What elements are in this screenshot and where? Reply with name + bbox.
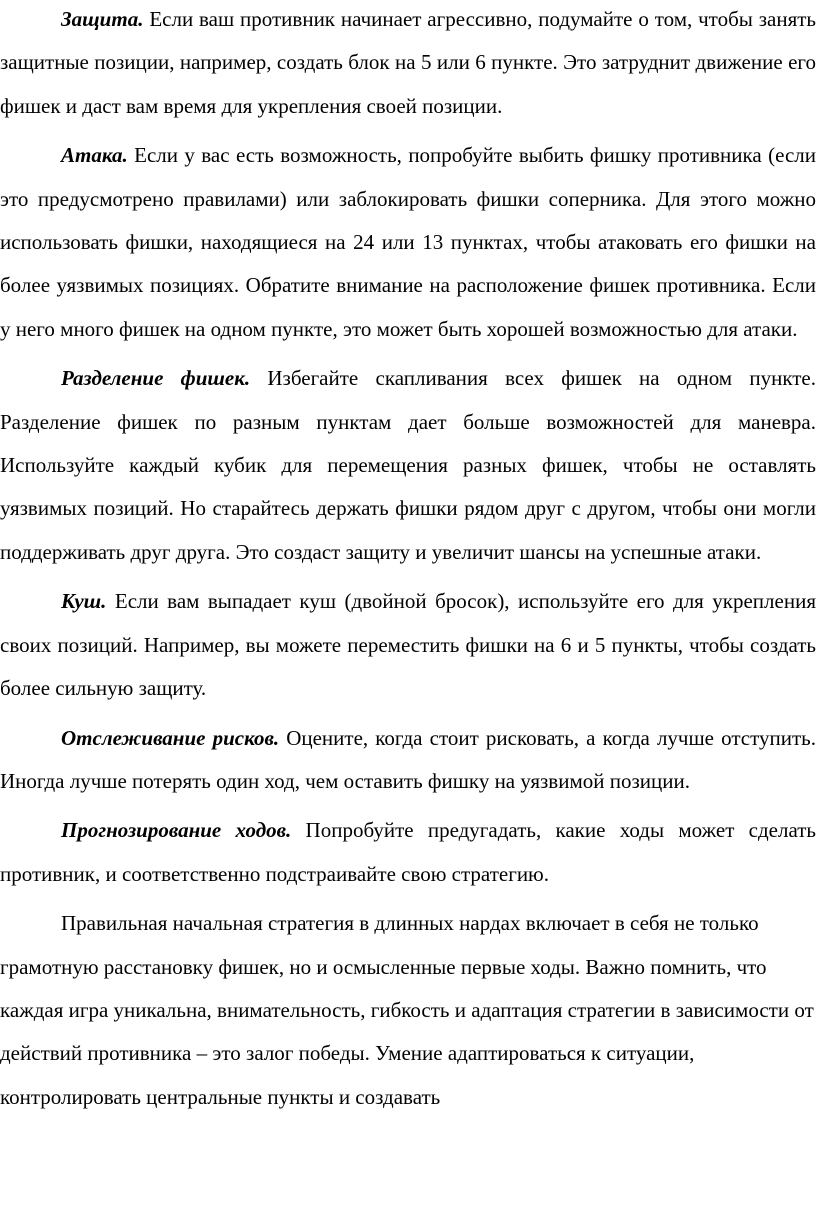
paragraph-doubles	[0, 580, 816, 710]
paragraph-defense	[0, 0, 816, 128]
paragraph-term: Куш.	[61, 589, 107, 614]
paragraph-text: Оцените, когда стоит рисковать, а когда лучше отступить. Иногда лучше потерять один ход, чем оставить фишку на уязвимой позиции.	[0, 725, 816, 793]
paragraph-risk-tracking	[0, 717, 816, 804]
paragraph-term: Разделение фишек.	[61, 366, 251, 391]
paragraph-term: Отслеживание рисков.	[61, 725, 280, 750]
paragraph-move-prediction	[0, 809, 816, 896]
paragraph-spread-checkers	[0, 357, 816, 574]
paragraph-conclusion: Правильная начальная стратегия в длинных нардах включает в себя не только грамотную расстановку фишек, но и осмысленные первые ходы. Важно помнить, что каждая игра уникальна, внимательность, гибкость и адаптация стратегии в зависимости от действий противника – это залог победы. Умение адаптироваться к ситуации, контролировать центральные пункты и создавать	[0, 911, 814, 1109]
paragraph-text: Если вам выпадает куш (двойной бросок), используйте его для укрепления своих позиций. Например, вы можете переместить фишки на 6 и 5 пункты, чтобы создать более сильную защиту.	[0, 589, 816, 701]
paragraph-text: Избегайте скапливания всех фишек на одном пункте. Разделение фишек по разным пунктам дает больше возможностей для маневра. Используйте каждый кубик для перемещения разных фишек, чтобы не оставлять уязвимых позиций. Но старайтесь держать фишки рядом друг с другом, чтобы они могли поддерживать друг друга. Это создаст защиту и увеличит шансы на успешные атаки.	[0, 366, 816, 564]
paragraph-text: Попробуйте предугадать, какие ходы может сделать противник, и соответственно подстраивайте свою стратегию.	[0, 818, 816, 886]
paragraph-term: Защита.	[61, 7, 144, 31]
paragraph-text: Если ваш противник начинает агрессивно, подумайте о том, чтобы занять защитные позиции, например, создать блок на 5 или 6 пункте. Это затруднит движение его фишек и даст вам время для укрепления своей позиции.	[0, 7, 816, 118]
paragraph-term: Атака.	[61, 143, 128, 168]
paragraph-attack	[0, 134, 816, 351]
paragraph-text: Если у вас есть возможность, попробуйте выбить фишку противника (если это предусмотрено правилами) или заблокировать фишки соперника. Для этого можно использовать фишки, находящиеся на 24 или 13 пунктах, чтобы атаковать его фишки на более уязвимых позициях. Обратите внимание на расположение фишек противника. Если у него много фишек на одном пункте, это может быть хорошей возможностью для атаки.	[0, 143, 816, 341]
paragraph-term: Прогнозирование ходов.	[61, 818, 292, 843]
